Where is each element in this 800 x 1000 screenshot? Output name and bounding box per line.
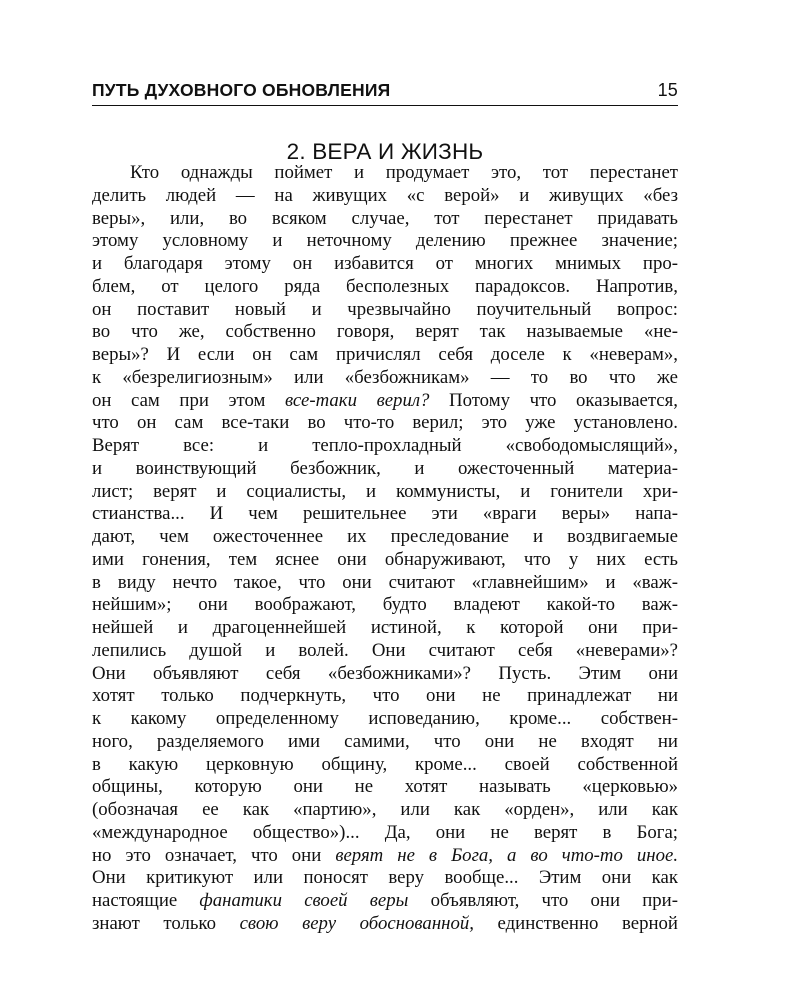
- text-run: ного, разделяемого ими самими, что они не входят ни: [92, 730, 678, 752]
- text-line: [92, 754, 678, 777]
- text-run: «международное общество»)... Да, они не верят в Бога;: [92, 821, 678, 843]
- text-run: объявляют, что они при-: [408, 890, 678, 911]
- text-run: знают только: [92, 912, 240, 934]
- text-run: дают, чем ожесточеннее их преследование и воздвигаемые: [92, 526, 678, 547]
- text-line: [92, 208, 678, 231]
- text-run: Верят все: и тепло-прохладный «свободомыслящий»,: [92, 435, 678, 456]
- text-line: [92, 572, 678, 595]
- text-line: [92, 663, 678, 686]
- text-run: лепились душой и волей. Они считают себя «неверами»?: [92, 639, 678, 661]
- text-line: [92, 685, 678, 708]
- text-run: нейшим»; они воображают, будто владеют какой-то важ-: [92, 594, 678, 616]
- text-line: [92, 321, 678, 344]
- text-line: [92, 776, 678, 799]
- italic-emphasis: верят не в Бога, а во что-то иное.: [335, 844, 679, 866]
- text-line: [92, 162, 678, 185]
- text-line: [92, 845, 678, 868]
- text-line: [92, 367, 678, 390]
- text-run: Они объявляют себя «безбожниками»? Пусть. Этим они: [92, 662, 678, 684]
- text-line: [92, 344, 678, 367]
- text-run: к какому определенному исповеданию, кроме... собствен-: [92, 708, 678, 729]
- text-run: Они критикуют или поносят веру вообще... Этим они как: [92, 867, 678, 889]
- text-line: [92, 230, 678, 253]
- text-line: [92, 299, 678, 322]
- text-run: но это означает, что они: [92, 844, 336, 866]
- body-paragraph: [92, 162, 678, 936]
- text-run: единственно верной: [473, 912, 678, 934]
- text-run: ими гонения, тем яснее они обнаруживают, что у них есть: [92, 548, 678, 570]
- text-run: блем, от целого ряда бесполезных парадоксов. Напротив,: [92, 275, 678, 297]
- text-run: стианства... И чем решительнее эти «враги веры» напа-: [92, 503, 678, 525]
- text-line: [92, 799, 678, 822]
- text-line: [92, 458, 678, 481]
- text-line: [92, 253, 678, 276]
- text-run: и воинствующий безбожник, и ожесточенный материа-: [92, 457, 678, 479]
- text-run: веры», или, во всяком случае, тот перестанет придавать: [92, 207, 678, 229]
- header-rule: [92, 105, 678, 106]
- text-line: [92, 867, 678, 890]
- text-run: нейшей и драгоценнейшей истиной, к которой они при-: [92, 617, 678, 638]
- text-run: он поставит новый и чрезвычайно поучительный вопрос:: [92, 298, 678, 320]
- text-line: [92, 731, 678, 754]
- text-line: [92, 435, 678, 458]
- text-run: Кто однажды поймет и продумает это, тот перестанет: [130, 162, 678, 183]
- text-line: [92, 640, 678, 663]
- running-title: ПУТЬ ДУХОВНОГО ОБНОВЛЕНИЯ: [92, 80, 391, 100]
- text-line: [92, 822, 678, 845]
- text-run: что он сам все-таки во что-то верил; это уже установлено.: [92, 412, 678, 434]
- text-run: настоящие: [92, 890, 200, 911]
- text-run: хотят только подчеркнуть, что они не принадлежат ни: [92, 685, 678, 707]
- text-line: [92, 276, 678, 299]
- italic-emphasis: фанатики своей веры: [199, 890, 409, 911]
- text-run: во что же, собственно говоря, верят так называемые «не-: [92, 321, 678, 343]
- text-line: [92, 526, 678, 549]
- text-run: лист; верят и социалисты, и коммунисты, и гонители хри-: [92, 480, 678, 502]
- italic-emphasis: все-таки верил?: [285, 389, 430, 411]
- text-line: [92, 481, 678, 504]
- text-run: (обозначая ее как «партию», или как «орден», или как: [92, 799, 678, 820]
- text-line: [92, 617, 678, 640]
- text-run: он сам при этом: [92, 389, 286, 411]
- page-number: 15: [657, 80, 678, 100]
- text-run: общины, которую они не хотят называть «церковью»: [92, 776, 678, 798]
- text-line: [92, 503, 678, 526]
- text-run: веры»? И если он сам причислял себя доселе к «неверам»,: [92, 344, 678, 365]
- text-run: и благодаря этому он избавится от многих мнимых про-: [92, 253, 678, 274]
- text-run: к «безрелигиозным» или «безбожникам» — то во что же: [92, 366, 678, 388]
- italic-emphasis: свою веру обоснованной,: [239, 912, 474, 934]
- text-line: [92, 708, 678, 731]
- running-header: [92, 80, 678, 101]
- text-run: в какую церковную общину, кроме... своей собственной: [92, 753, 678, 775]
- text-run: этому условному и неточному делению прежнее значение;: [92, 230, 678, 252]
- text-line: [92, 594, 678, 617]
- text-line: [92, 185, 678, 208]
- text-line: [92, 412, 678, 435]
- text-line: [92, 913, 678, 936]
- text-run: делить людей — на живущих «с верой» и живущих «без: [92, 184, 678, 206]
- text-line: [92, 549, 678, 572]
- text-line: [92, 390, 678, 413]
- chapter-title: 2. ВЕРА И ЖИЗНЬ: [286, 138, 484, 164]
- text-run: Потому что оказывается,: [429, 389, 678, 411]
- text-run: в виду нечто такое, что они считают «главнейшим» и «важ-: [92, 571, 678, 593]
- text-line: [92, 890, 678, 913]
